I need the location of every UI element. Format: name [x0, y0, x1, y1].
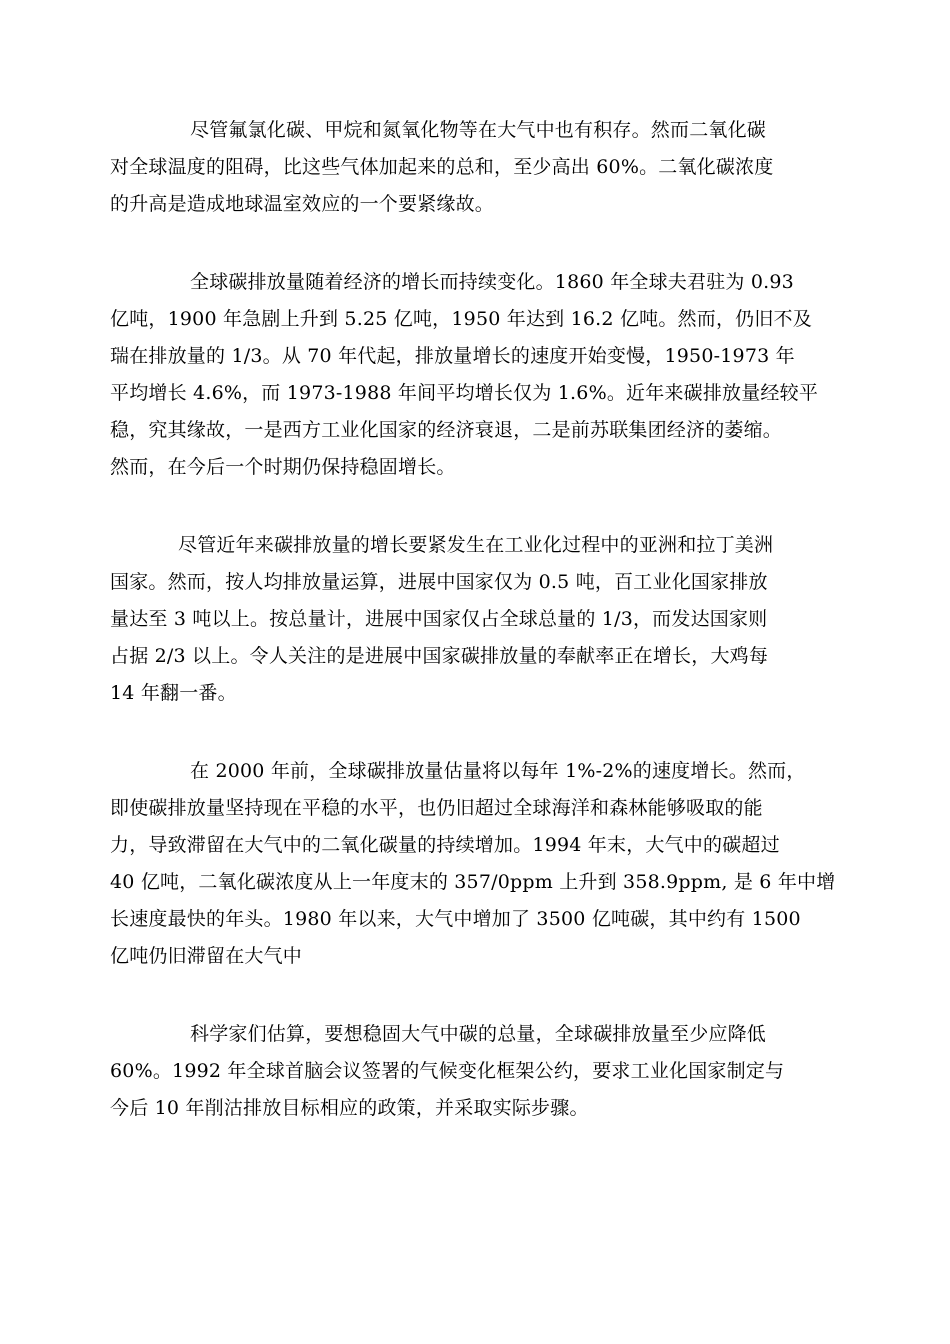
paragraph-line: 科学家们估算，要想稳固大气中碳的总量，全球碳排放量至少应降低 — [190, 1023, 767, 1045]
paragraph-line: 尽管近年来碳排放量的增长要紧发生在工业化过程中的亚洲和拉丁美洲 — [178, 534, 774, 556]
paragraph-line: 稳，究其缘故，一是西方工业化国家的经济衰退，二是前苏联集团经济的萎缩。 — [110, 419, 783, 441]
paragraph-line: 14 年翻一番。 — [110, 682, 237, 704]
paragraph-line: 亿吨仍旧滞留在大气中 — [110, 945, 303, 967]
paragraph-line: 的升高是造成地球温室效应的一个要紧缘故。 — [110, 193, 495, 215]
paragraph-line: 对全球温度的阻碍，比这些气体加起来的总和，至少高出 60%。二氧化碳浓度 — [110, 156, 774, 178]
paragraph-line: 平均增长 4.6%，而 1973-1988 年间平均增长仅为 1.6%。近年来碳排放量经较平 — [110, 382, 819, 404]
paragraph-line: 占据 2/3 以上。令人关注的是进展中国家碳排放量的奉献率正在增长，大鸡每 — [110, 645, 769, 667]
paragraph-line: 今后 10 年削沽排放目标相应的政策，并采取实际步骤。 — [110, 1097, 589, 1119]
paragraph-line: 全球碳排放量随着经济的增长而持续变化。1860 年全球夫君驻为 0.93 — [190, 271, 794, 293]
paragraph-line: 力，导致滞留在大气中的二氧化碳量的持续增加。1994 年末，大气中的碳超过 — [110, 834, 780, 856]
paragraph-line: 在 2000 年前，全球碳排放量估量将以每年 1%-2%的速度增长。然而， — [190, 760, 806, 782]
paragraph-line: 长速度最快的年头。1980 年以来，大气中增加了 3500 亿吨碳，其中约有 1500 — [110, 908, 801, 930]
paragraph-line: 即使碳排放量坚持现在平稳的水平，也仍旧超过全球海洋和森林能够吸取的能 — [110, 797, 763, 819]
paragraph-line: 40 亿吨，二氧化碳浓度从上一年度末的 357/0ppm 上升到 358.9ppm, 是 6 年中增 — [110, 871, 836, 893]
paragraph-line: 然而，在今后一个时期仍保持稳固增长。 — [110, 456, 456, 478]
paragraph-line: 尽管氟氯化碳、甲烷和氮氧化物等在大气中也有积存。然而二氧化碳 — [190, 119, 767, 141]
paragraph-line: 亿吨，1900 年急剧上升到 5.25 亿吨，1950 年达到 16.2 亿吨。然而，仍旧不及 — [110, 308, 812, 330]
paragraph-line: 瑞在排放量的 1/3。从 70 年代起，排放量增长的速度开始变慢，1950-1973 年 — [110, 345, 795, 367]
paragraph-line: 国家。然而，按人均排放量运算，进展中国家仅为 0.5 吨，百工业化国家排放 — [110, 571, 768, 593]
paragraph-line: 60%。1992 年全球首脑会议签署的气候变化框架公约，要求工业化国家制定与 — [110, 1060, 785, 1082]
paragraph-line: 量达至 3 吨以上。按总量计，进展中国家仅占全球总量的 1/3，而发达国家则 — [110, 608, 768, 630]
